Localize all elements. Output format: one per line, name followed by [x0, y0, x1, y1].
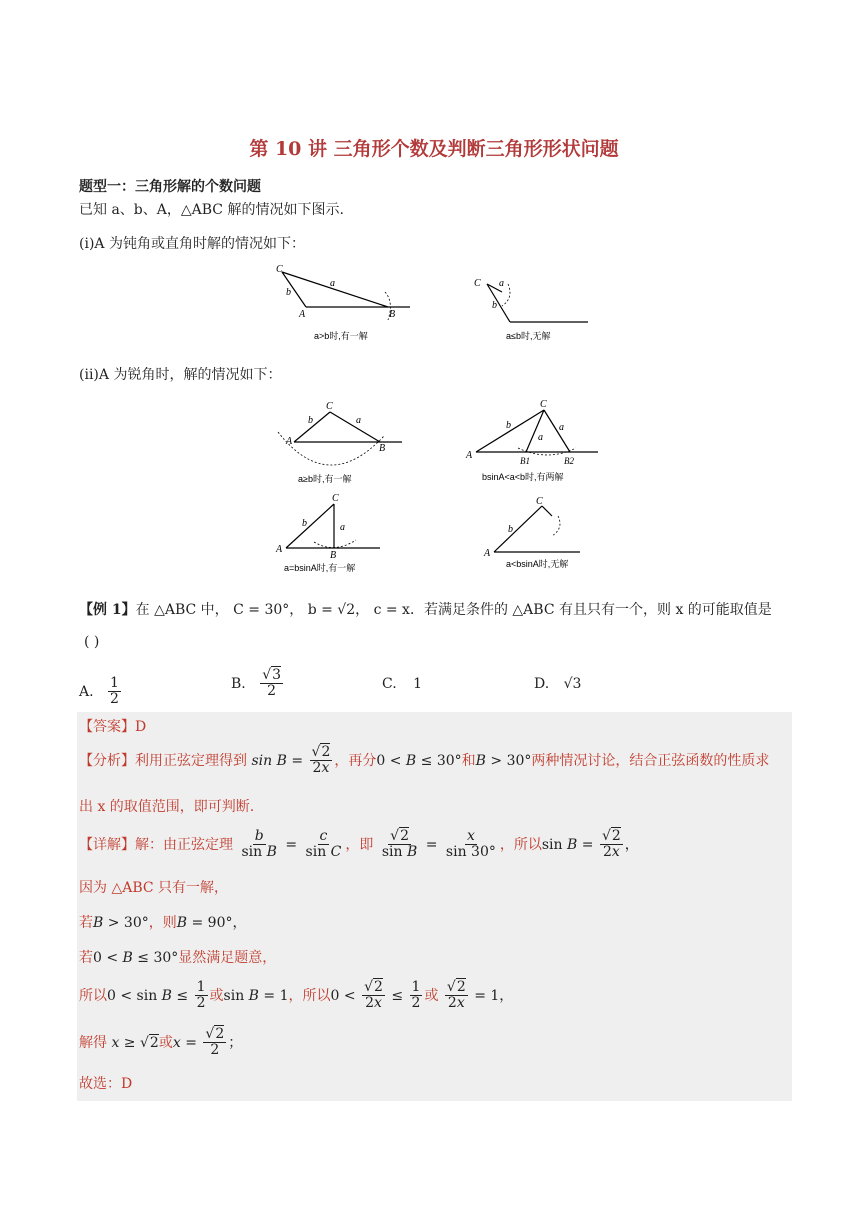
figure-obtuse-one-solution — [276, 264, 410, 341]
analysis-text: 利用正弦定理得到 — [135, 752, 247, 769]
figure-acute-one-solution-a-ge-b — [278, 401, 402, 484]
option-c-letter: C. — [382, 676, 397, 692]
option-d-value: √3 — [563, 676, 582, 692]
detail-text: 若 — [79, 915, 93, 931]
detail-text: 或 — [158, 1034, 173, 1051]
answer-paren: ( ) — [84, 634, 100, 650]
analysis-text: 两种情况讨论，结合正弦函数的性质求 — [531, 752, 770, 769]
fig5-caption: a=bsinA时,有一解 — [284, 563, 356, 573]
option-d[interactable] — [534, 676, 581, 692]
figure-acute-no-solution — [483, 496, 580, 569]
label-a: A — [484, 548, 491, 559]
detail-text: 显然满足题意， — [178, 950, 277, 966]
label-c: C — [540, 399, 547, 410]
detail-line-4: 若0 < B ≤ 30°显然满足题意， — [79, 950, 277, 966]
acute-case-figures — [268, 396, 608, 576]
label-c: C — [326, 401, 333, 412]
analysis-line-1: 【分析】利用正弦定理得到 sin B = $\frac{√2}{2x}$ ，再分0 < B ≤ 30°和B > 30°两种情况讨论，结合正弦函数的性质求 — [79, 744, 770, 777]
detail-text: 所以 — [79, 987, 107, 1004]
analysis-line-2: 出 x 的取值范围，即可判断. — [79, 799, 255, 815]
label-b-side: b — [506, 420, 511, 431]
detail-line-6: 解得 x ≥ √2或x = $\frac{√2}{2}$ ； — [79, 1026, 243, 1059]
label-b-side: b — [492, 300, 497, 311]
option-a-value: $\frac{1}{2}$ — [110, 675, 119, 708]
label-b2: B2 — [564, 456, 574, 466]
label-b: B — [389, 309, 396, 320]
detail-line-3: 若B > 30°，则B = 90°， — [79, 915, 247, 931]
detail-text: 解得 — [79, 1034, 107, 1051]
page-title: 第 10 讲 三角形个数及判断三角形形状问题 — [249, 138, 619, 160]
label-a-side: a — [330, 278, 335, 289]
option-d-letter: D. — [534, 676, 550, 692]
section-heading: 题型一：三角形解的个数问题 — [79, 179, 261, 195]
label-a-side: a — [499, 278, 504, 289]
obtuse-case-figures — [270, 262, 610, 346]
label-b1: B1 — [520, 456, 530, 466]
answer-tag: 【答案】 — [79, 719, 135, 735]
analysis-text: ，再分 — [334, 752, 377, 769]
option-c-value: 1 — [413, 676, 423, 692]
label-b-side: b — [308, 415, 313, 426]
fig1-caption: a>b时,有一解 — [314, 331, 368, 341]
label-b-side: b — [508, 524, 513, 535]
label-c: C — [276, 264, 283, 275]
label-b-side: b — [302, 518, 307, 529]
detail-text: ，则 — [148, 915, 177, 931]
example-question — [79, 599, 772, 619]
label-a-side: a — [538, 432, 543, 443]
figure-acute-right-one-solution — [275, 493, 380, 573]
analysis-tag: 【分析】 — [79, 752, 135, 769]
option-b-letter: B. — [231, 675, 246, 692]
detail-line-2: 因为 △ABC 只有一解， — [79, 880, 229, 896]
detail-text: 解：由正弦定理 — [135, 836, 233, 853]
option-a[interactable] — [79, 676, 123, 708]
figure-obtuse-no-solution — [474, 278, 588, 341]
detail-tag: 【详解】 — [79, 836, 135, 853]
detail-text: 或 — [424, 987, 439, 1004]
label-c: C — [474, 278, 481, 289]
case1-text: (i)A 为钝角或直角时解的情况如下： — [79, 236, 305, 252]
label-b: B — [330, 550, 337, 561]
detail-line-1: 【详解】解：由正弦定理 $\frac{b}{\text{sin B}}$ = $\frac{c}{\text{sin C}}$ ，即 $\frac{√2}{\text{sin B}}$ = $\frac{x}{\sin 30^\circ}$ ，所以sin B = $\frac{√2}{2x}$ ， — [79, 828, 639, 861]
label-a: A — [299, 309, 306, 320]
label-a: A — [466, 450, 473, 461]
detail-text: ，所以 — [499, 836, 542, 853]
option-b-value: $\frac{√3}{2}$ — [262, 667, 282, 700]
detail-text: 或 — [209, 987, 224, 1004]
detail-text: 若 — [79, 950, 93, 966]
label-b: B — [379, 443, 386, 454]
detail-text: ，即 — [345, 836, 374, 853]
label-c: C — [536, 496, 543, 507]
label-a: A — [276, 544, 283, 555]
label-b-side: b — [286, 287, 291, 298]
final-answer: 故选：D — [79, 1076, 133, 1092]
case2-text: (ii)A 为锐角时，解的情况如下： — [79, 367, 282, 383]
option-a-letter: A. — [79, 683, 94, 700]
fig2-caption: a≤b时,无解 — [506, 331, 551, 341]
option-b[interactable] — [231, 668, 285, 700]
intro-text: 已知 a、b、A，△ABC 解的情况如下图示. — [79, 202, 344, 218]
option-c[interactable] — [382, 676, 422, 692]
detail-text: ，所以 — [288, 987, 331, 1004]
label-c: C — [332, 493, 339, 504]
answer-value: D — [135, 719, 147, 735]
analysis-text: 和 — [461, 752, 476, 769]
detail-line-5: 所以0 < sin B ≤ $\frac{1}{2}$ 或sin B = 1，所以0 < $\frac{√2}{2x}$ ≤ $\frac{1}{2}$ 或 $\frac{√2}{2x}$ = 1， — [79, 979, 514, 1012]
fig4-caption: bsinA<a<b时,有两解 — [482, 472, 564, 482]
fig3-caption: a≥b时,有一解 — [298, 474, 352, 484]
label-a: A — [286, 436, 293, 447]
label-a-side: a — [356, 415, 361, 426]
label-a-side: a — [559, 422, 564, 433]
example-stem: 在 △ABC 中， C = 30°， b = √2， c = x．若满足条件的 △ABC 有且只有一个，则 x 的可能取值是 — [135, 602, 772, 618]
fig6-caption: a<bsinA时,无解 — [506, 559, 569, 569]
example-label: 【例 1】 — [79, 602, 136, 618]
answer-line — [79, 716, 146, 736]
figure-acute-two-solutions — [465, 399, 598, 482]
label-a-side: a — [340, 522, 345, 533]
